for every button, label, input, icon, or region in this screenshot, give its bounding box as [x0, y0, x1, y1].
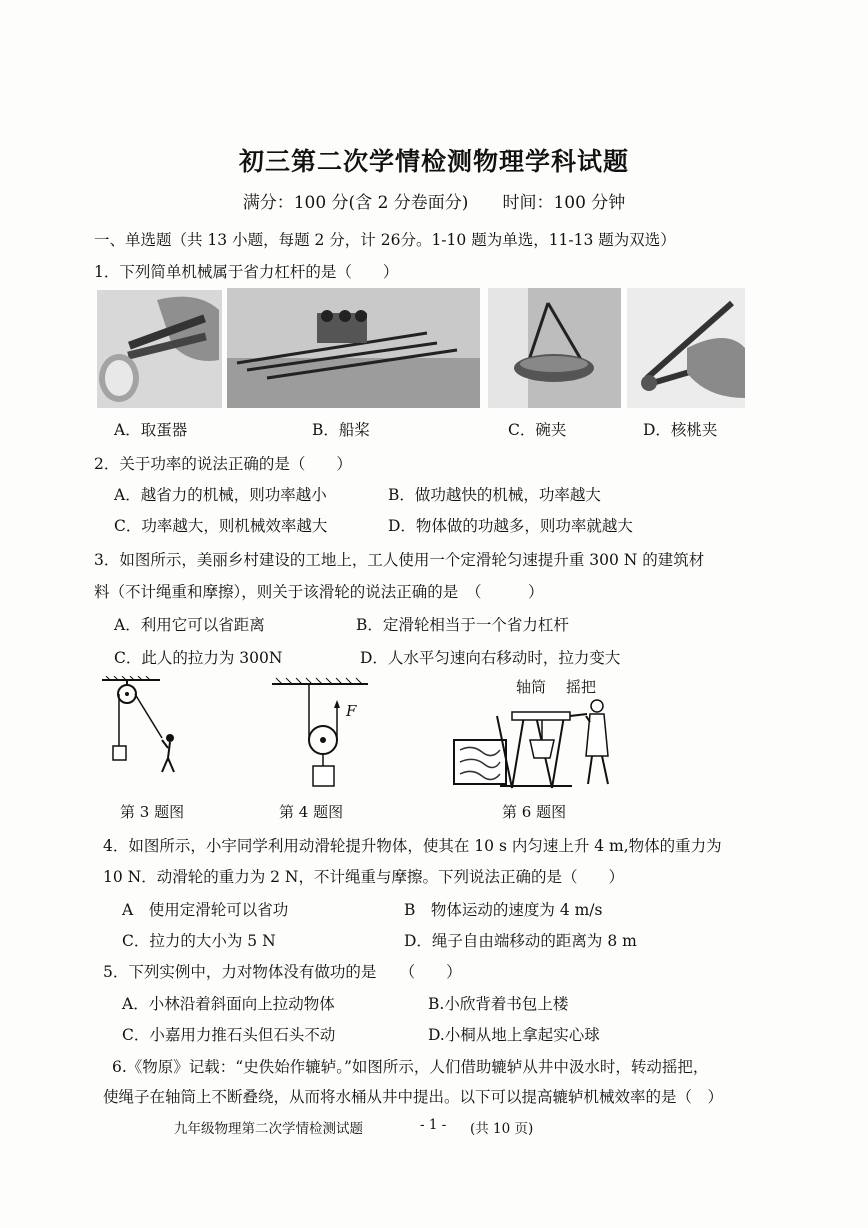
footer-title: 九年级物理第二次学情检测试题	[174, 1121, 363, 1137]
section-heading: 一、单选题（共 13 小题，每题 2 分，计 26分。1-10 题为单选，11-13 题为双选）	[94, 231, 676, 249]
q3-option-c: C．此人的拉力为 300N	[114, 649, 283, 667]
q3-option-b: B．定滑轮相当于一个省力杠杆	[356, 616, 569, 634]
q4-option-a: A 使用定滑轮可以省功	[122, 901, 289, 919]
q1-option-d: D．核桃夹	[643, 421, 718, 439]
q2-option-a: A．越省力的机械，则功率越小	[114, 486, 327, 504]
page-title: 初三第二次学情检测物理学科试题	[238, 147, 629, 176]
fig3-caption: 第 3 题图	[120, 803, 185, 821]
boat-oars-photo	[227, 288, 480, 408]
q1-option-c: C．碗夹	[508, 421, 567, 439]
q1-stem: 1．下列简单机械属于省力杠杆的是（ ）	[94, 263, 399, 281]
fig6-caption: 第 6 题图	[502, 803, 567, 821]
q4-option-c: C．拉力的大小为 5 N	[122, 932, 276, 950]
fig4-force-label: F	[346, 702, 357, 720]
nutcracker-photo	[627, 288, 745, 408]
q2-option-c: C．功率越大，则机械效率越大	[114, 517, 328, 535]
q5-option-d: D.小桐从地上拿起实心球	[428, 1026, 600, 1044]
q5-stem: 5．下列实例中，力对物体没有做功的是 （ ）	[103, 963, 462, 981]
q2-option-d: D．物体做的功越多，则功率就越大	[388, 517, 633, 535]
q4-option-b: B 物体运动的速度为 4 m/s	[404, 901, 603, 919]
fig4-movable-pulley-diagram	[268, 676, 373, 791]
q2-option-b: B．做功越快的机械，功率越大	[388, 486, 601, 504]
q2-stem: 2．关于功率的说法正确的是（ ）	[94, 455, 352, 473]
egg-picker-photo	[97, 290, 222, 408]
fig6-label-axle: 轴筒	[516, 678, 547, 696]
q1-option-a: A．取蛋器	[114, 421, 188, 439]
page-subtitle: 满分：100 分(含 2 分卷面分) 时间：100 分钟	[242, 193, 626, 213]
fig6-label-crank: 摇把	[566, 678, 597, 696]
fig3-fixed-pulley-diagram	[100, 676, 195, 776]
q5-option-a: A．小林沿着斜面向上拉动物体	[122, 995, 335, 1013]
q6-stem-line1: 6.《物原》记载：“史佚始作辘轳。”如图所示，人们借助辘轳从井中汲水时，转动摇把，	[112, 1058, 709, 1076]
bowl-clamp-photo	[488, 288, 621, 408]
q3-stem-line1: 3．如图所示，美丽乡村建设的工地上，工人使用一个定滑轮匀速提升重 300 N 的建筑材	[94, 551, 705, 569]
q4-stem-line1: 4．如图所示，小宇同学利用动滑轮提升物体，使其在 10 s 内匀速上升 4 m,物体的重力为	[103, 837, 722, 855]
q1-option-b: B．船桨	[312, 421, 370, 439]
fig6-windlass-illustration	[452, 696, 617, 792]
q5-option-c: C．小嘉用力推石头但石头不动	[122, 1026, 336, 1044]
q5-option-b: B.小欣背着书包上楼	[428, 995, 569, 1013]
q4-option-d: D．绳子自由端移动的距离为 8 m	[404, 932, 637, 950]
footer-total-pages: (共 10 页)	[470, 1121, 534, 1137]
q3-stem-line2: 料（不计绳重和摩擦），则关于该滑轮的说法正确的是 （ ）	[94, 583, 544, 601]
fig4-caption: 第 4 题图	[279, 803, 344, 821]
q3-option-a: A．利用它可以省距离	[114, 616, 265, 634]
q6-stem-line2: 使绳子在轴筒上不断叠绕，从而将水桶从井中提出。以下可以提高辘轳机械效率的是（ ）	[103, 1088, 724, 1106]
q3-option-d: D．人水平匀速向右移动时，拉力变大	[360, 649, 621, 667]
footer-page-number: - 1 -	[420, 1117, 447, 1133]
q4-stem-line2: 10 N．动滑轮的重力为 2 N，不计绳重与摩擦。下列说法正确的是（ ）	[103, 868, 624, 886]
